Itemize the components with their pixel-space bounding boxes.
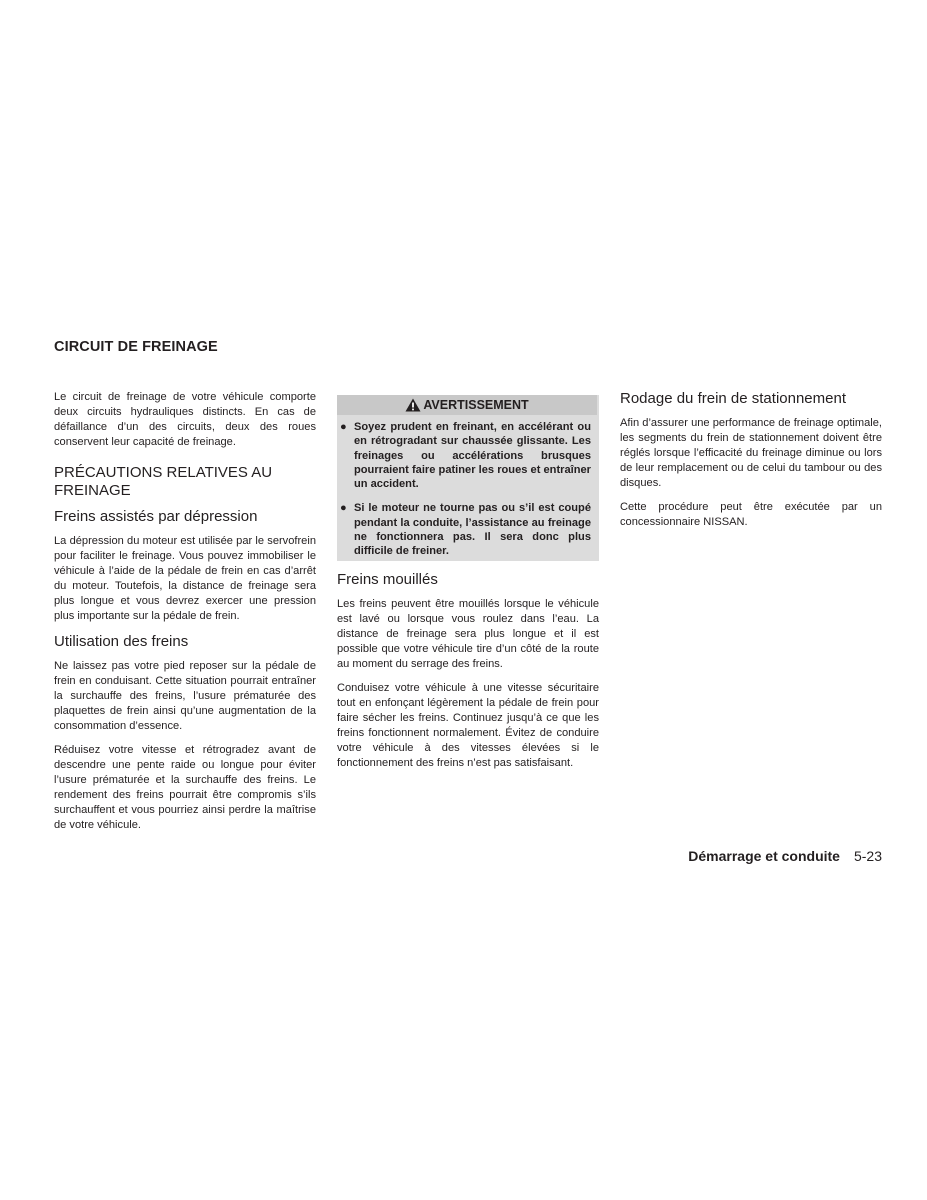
subheading-vacuum-brakes: Freins assistés par dépression	[54, 508, 258, 525]
parking-brake-paragraph-1: Afin d’assurer une performance de freinage optimale, les segments du frein de stationnement doivent être réglés lorsque l’efficacité du freinage diminue ou lors de leur remplacement ou de celui du tambour ou des disques.	[620, 417, 882, 489]
vacuum-brakes-paragraph: La dépression du moteur est utilisée par le servofrein pour faciliter le freinage. Vous pouvez immobiliser le véhicule à l’aide de la pédale de frein en cas d’arrêt du moteur. Toutefois, la distance de freinage sera plus longue et vous devrez exercer une pression plus importante sur la pédale de frein.	[54, 535, 316, 622]
column-middle	[337, 390, 599, 780]
warning-item-text: Si le moteur ne tourne pas ou s’il est coupé pendant la conduite, l’assistance au freinage ne fonctionnera pas. Il sera donc plus difficile de freiner.	[354, 502, 591, 558]
page-number: 5-23	[853, 848, 882, 864]
subheading-parking-brake: Rodage du frein de stationnement	[620, 390, 846, 407]
footer-section-title: Démarrage et conduite	[688, 848, 840, 864]
brake-usage-paragraph-1: Ne laissez pas votre pied reposer sur la pédale de frein en conduisant. Cette situation pourrait entraîner la surchauffe des freins, l’usure prématurée des plaquettes de frein ainsi qu’une augmentation de la consommation d’essence.	[54, 660, 316, 732]
parking-brake-paragraph-2: Cette procédure peut être exécutée par un concessionnaire NISSAN.	[620, 501, 882, 528]
page-title: CIRCUIT DE FREINAGE	[54, 339, 218, 355]
column-right	[620, 390, 882, 539]
warning-item-text: Soyez prudent en freinant, en accélérant ou en rétrogradant sur chaussée glissante. Les freinages ou accélérations brusques pourraient faire patiner les roues et entraîner un accident.	[354, 421, 591, 491]
warning-title: AVERTISSEMENT	[423, 397, 529, 412]
page-footer	[688, 848, 882, 864]
warning-triangle-icon	[405, 398, 421, 412]
column-left	[54, 390, 316, 842]
bullet-icon: ●	[340, 421, 347, 433]
bullet-icon: ●	[340, 502, 347, 515]
subheading-wet-brakes: Freins mouillés	[337, 570, 438, 588]
subheading-brake-usage: Utilisation des freins	[54, 633, 189, 650]
wet-brakes-paragraph-1: Les freins peuvent être mouillés lorsque le véhicule est lavé ou lorsque vous roulez dans l’eau. La distance de freinage sera plus longue et il est possible que votre véhicule tire d’un côté de la route au moment du serrage des freins.	[337, 597, 599, 670]
warning-item	[337, 420, 597, 491]
wet-brakes-paragraph-2: Conduisez votre véhicule à une vitesse sécuritaire tout en enfonçant légèrement la pédale de frein pour faire sécher les freins. Continuez jusqu’à ce que les freins fonctionnent normalement. Évitez de conduire votre véhicule à des vitesses élevées si le fonctionnement des freins n’est pas satisfaisant.	[337, 681, 599, 769]
warning-box	[337, 395, 599, 561]
warning-item	[337, 501, 597, 558]
brake-usage-paragraph-2: Réduisez votre vitesse et rétrogradez avant de descendre une pente raide ou longue pour éviter l’usure prématurée et la surchauffe des freins. Le rendement des freins pourrait être compromis s’ils surchauffent et vous pourriez ainsi perdre la maîtrise de votre véhicule.	[54, 744, 316, 831]
warning-header	[337, 395, 597, 415]
section-heading: PRÉCAUTIONS RELATIVES AU FREINAGE	[54, 464, 273, 499]
intro-paragraph: Le circuit de freinage de votre véhicule comporte deux circuits hydrauliques distincts. En cas de défaillance d’un des circuits, deux des roues conservent leur capacité de freinage.	[54, 391, 316, 448]
